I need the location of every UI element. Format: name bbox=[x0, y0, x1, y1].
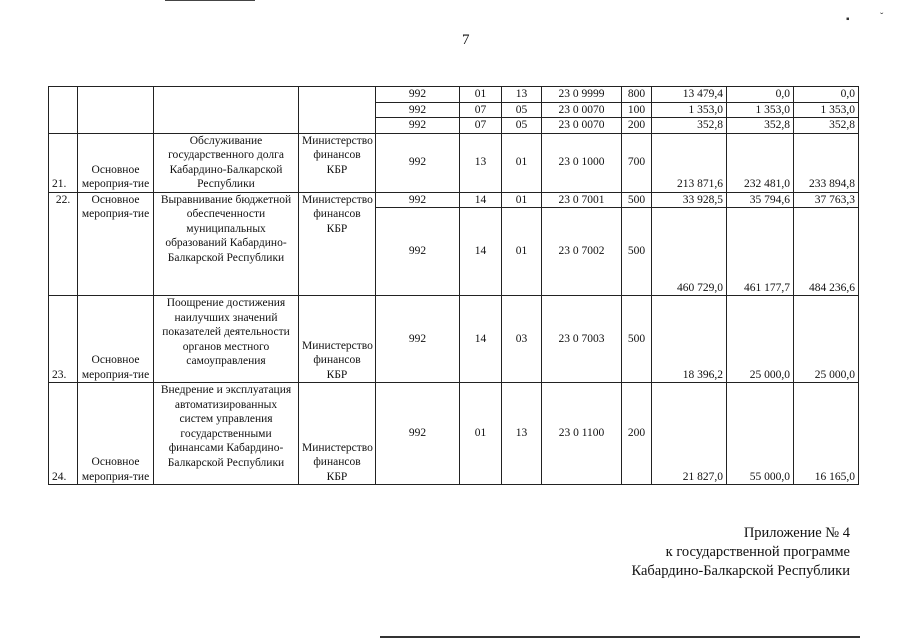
scan-mark: ▪ bbox=[846, 14, 850, 25]
cell-value: 33 928,5 bbox=[652, 192, 727, 208]
cell-vr: 200 bbox=[622, 383, 652, 485]
scan-artifact-line bbox=[165, 0, 255, 1]
cell-name: Обслуживание государственного долга Кабардино-Балкарской Республики bbox=[154, 133, 299, 192]
cell-csr: 23 0 0070 bbox=[542, 102, 622, 118]
cell-value: 460 729,0 bbox=[652, 208, 727, 296]
cell-empty bbox=[78, 87, 154, 134]
cell-type: Основное мероприя-тие bbox=[78, 192, 154, 296]
cell-value: 25 000,0 bbox=[794, 296, 859, 383]
cell-pr: 03 bbox=[502, 296, 542, 383]
cell-pr: 01 bbox=[502, 133, 542, 192]
cell-name: Внедрение и эксплуатация автоматизированных систем управления государственными финансами Кабардино-Балкарской Республики bbox=[154, 383, 299, 485]
appendix-line: Приложение № 4 bbox=[743, 525, 850, 541]
cell-pr: 05 bbox=[502, 118, 542, 134]
cell-grbs: 992 bbox=[376, 133, 460, 192]
cell-rz: 13 bbox=[460, 133, 502, 192]
budget-table bbox=[48, 86, 859, 485]
table-row bbox=[49, 383, 859, 485]
cell-vr: 800 bbox=[622, 87, 652, 103]
cell-csr: 23 0 1100 bbox=[542, 383, 622, 485]
cell-executor: Министерство финансов КБР bbox=[299, 192, 376, 296]
cell-index: 22. bbox=[49, 192, 78, 296]
cell-grbs: 992 bbox=[376, 296, 460, 383]
cell-name: Поощрение достижения наилучших значений показателей деятельности органов местного самоуправления bbox=[154, 296, 299, 383]
cell-empty bbox=[299, 87, 376, 134]
cell-pr: 13 bbox=[502, 383, 542, 485]
cell-value: 1 353,0 bbox=[652, 102, 727, 118]
cell-value: 352,8 bbox=[652, 118, 727, 134]
cell-value: 25 000,0 bbox=[727, 296, 794, 383]
cell-empty bbox=[49, 87, 78, 134]
cell-executor: Министерство финансов КБР bbox=[299, 296, 376, 383]
cell-grbs: 992 bbox=[376, 383, 460, 485]
cell-value: 37 763,3 bbox=[794, 192, 859, 208]
cell-pr: 05 bbox=[502, 102, 542, 118]
cell-rz: 14 bbox=[460, 296, 502, 383]
cell-executor: Министерство финансов КБР bbox=[299, 133, 376, 192]
cell-csr: 23 0 7001 bbox=[542, 192, 622, 208]
cell-value: 13 479,4 bbox=[652, 87, 727, 103]
cell-value: 484 236,6 bbox=[794, 208, 859, 296]
cell-value: 0,0 bbox=[794, 87, 859, 103]
cell-grbs: 992 bbox=[376, 208, 460, 296]
cell-csr: 23 0 9999 bbox=[542, 87, 622, 103]
cell-value: 1 353,0 bbox=[727, 102, 794, 118]
cell-grbs: 992 bbox=[376, 118, 460, 134]
cell-vr: 500 bbox=[622, 296, 652, 383]
table-row bbox=[49, 192, 859, 208]
cell-index: 21. bbox=[49, 133, 78, 192]
cell-rz: 14 bbox=[460, 208, 502, 296]
cell-value: 16 165,0 bbox=[794, 383, 859, 485]
page-number: 7 bbox=[462, 32, 470, 48]
cell-value: 0,0 bbox=[727, 87, 794, 103]
cell-value: 232 481,0 bbox=[727, 133, 794, 192]
cell-csr: 23 0 7003 bbox=[542, 296, 622, 383]
table-row bbox=[49, 133, 859, 192]
cell-value: 18 396,2 bbox=[652, 296, 727, 383]
cell-value: 352,8 bbox=[794, 118, 859, 134]
cell-rz: 01 bbox=[460, 87, 502, 103]
cell-pr: 01 bbox=[502, 208, 542, 296]
scan-artifact-line bbox=[380, 636, 860, 638]
cell-vr: 700 bbox=[622, 133, 652, 192]
cell-grbs: 992 bbox=[376, 102, 460, 118]
cell-value: 233 894,8 bbox=[794, 133, 859, 192]
cell-pr: 13 bbox=[502, 87, 542, 103]
cell-csr: 23 0 1000 bbox=[542, 133, 622, 192]
table-row bbox=[49, 296, 859, 383]
cell-empty bbox=[154, 87, 299, 134]
cell-index: 23. bbox=[49, 296, 78, 383]
cell-rz: 01 bbox=[460, 383, 502, 485]
cell-rz: 07 bbox=[460, 102, 502, 118]
appendix-heading bbox=[631, 524, 850, 581]
scan-mark: ˇ bbox=[880, 12, 884, 23]
cell-grbs: 992 bbox=[376, 87, 460, 103]
cell-value: 21 827,0 bbox=[652, 383, 727, 485]
cell-pr: 01 bbox=[502, 192, 542, 208]
cell-vr: 200 bbox=[622, 118, 652, 134]
cell-rz: 14 bbox=[460, 192, 502, 208]
table-row bbox=[49, 87, 859, 103]
cell-value: 213 871,6 bbox=[652, 133, 727, 192]
cell-type: Основное мероприя-тие bbox=[78, 383, 154, 485]
cell-executor: Министерство финансов КБР bbox=[299, 383, 376, 485]
appendix-line: Кабардино-Балкарской Республики bbox=[631, 563, 850, 579]
cell-value: 35 794,6 bbox=[727, 192, 794, 208]
cell-value: 1 353,0 bbox=[794, 102, 859, 118]
cell-grbs: 992 bbox=[376, 192, 460, 208]
cell-vr: 100 bbox=[622, 102, 652, 118]
cell-vr: 500 bbox=[622, 208, 652, 296]
cell-index: 24. bbox=[49, 383, 78, 485]
cell-csr: 23 0 7002 bbox=[542, 208, 622, 296]
cell-rz: 07 bbox=[460, 118, 502, 134]
cell-type: Основное мероприя-тие bbox=[78, 133, 154, 192]
cell-name: Выравнивание бюджетной обеспеченности муниципальных образований Кабардино-Балкарской Республики bbox=[154, 192, 299, 296]
cell-type: Основное мероприя-тие bbox=[78, 296, 154, 383]
appendix-line: к государственной программе bbox=[665, 544, 850, 560]
cell-value: 352,8 bbox=[727, 118, 794, 134]
cell-vr: 500 bbox=[622, 192, 652, 208]
cell-value: 55 000,0 bbox=[727, 383, 794, 485]
cell-csr: 23 0 0070 bbox=[542, 118, 622, 134]
cell-value: 461 177,7 bbox=[727, 208, 794, 296]
